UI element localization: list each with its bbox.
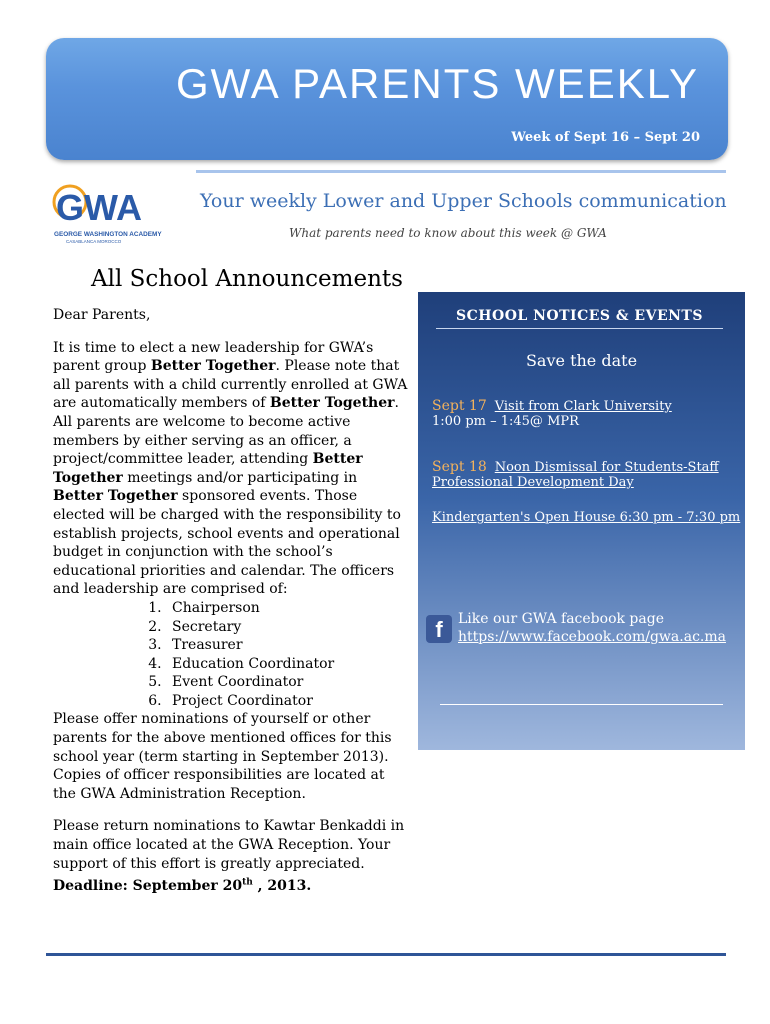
greeting: Dear Parents, [53, 307, 151, 323]
list-item: 3. Treasurer [166, 636, 408, 655]
paragraph-leadership: It is time to elect a new leadership for GWA’s parent group Better Together. Please note that all parents with a child currently enrolled at GWA are automatically members of Better Together. All parents are welcome to become active members by either serving as an officer, a project/committee leader, attending Better Together meetings and/or participating in Better Together sponsored events. Those elected will be charged with the responsibility to establish projects, school events and operational budget in conjunction with the school’s educational priorities and calendar. The officers and leadership are comprised of: [53, 339, 408, 598]
newsletter-title: GWA PARENTS WEEKLY [176, 60, 699, 107]
sidebar-heading: SCHOOL NOTICES & EVENTS [436, 308, 723, 329]
paragraph-nominations: Please offer nominations of yourself or other parents for the above mentioned offices for this school year (term starting in September 2013). Copies of officer responsibilities are located at the GWA Administration Reception. [53, 711, 392, 802]
list-item: 2. Secretary [166, 618, 408, 637]
logo-text: GWA [56, 187, 142, 228]
event-link-clark[interactable]: Visit from Clark University [494, 399, 672, 414]
save-the-date: Save the date [525, 351, 638, 370]
event-date: Sept 18 [432, 459, 487, 475]
list-item: 6. Project Coordinator [166, 692, 408, 711]
section-title: All School Announcements [91, 266, 403, 292]
event-link-noon-dismissal[interactable]: Noon Dismissal for Students-Staff [494, 460, 719, 475]
event-kindergarten [432, 510, 740, 525]
event-link-pd-day[interactable]: Professional Development Day [432, 475, 634, 490]
header-divider [196, 170, 726, 173]
facebook-block [458, 610, 726, 646]
notices-sidebar [418, 292, 745, 750]
logo-location: CASABLANCA MOROCCO [66, 239, 122, 244]
event-date: Sept 17 [432, 398, 487, 414]
facebook-label: Like our GWA facebook page [458, 611, 664, 627]
list-item: 1. Chairperson [166, 599, 408, 618]
footer-divider [46, 953, 726, 956]
subtagline: What parents need to know about this week @ GWA [289, 226, 607, 240]
officer-list [53, 599, 408, 711]
list-item: 4. Education Coordinator [166, 655, 408, 674]
header-banner [46, 38, 728, 160]
logo-org: GEORGE WASHINGTON ACADEMY [54, 231, 162, 238]
list-item: 5. Event Coordinator [166, 673, 408, 692]
event-sept17 [432, 398, 672, 429]
event-link-kindergarten[interactable]: Kindergarten's Open House 6:30 pm - 7:30 pm [432, 510, 741, 525]
deadline: Deadline: September 20th , 2013. [53, 877, 312, 894]
sidebar-divider [440, 704, 723, 705]
announcement-body [53, 306, 408, 895]
week-range: Week of Sept 16 – Sept 20 [511, 130, 700, 145]
event-detail: 1:00 pm – 1:45@ MPR [432, 414, 579, 429]
tagline: Your weekly Lower and Upper Schools communication [200, 190, 727, 212]
gwa-logo [52, 176, 162, 246]
facebook-icon[interactable]: f [426, 615, 452, 643]
paragraph-return: Please return nominations to Kawtar Benkaddi in main office located at the GWA Reception. Your support of this effort is greatly appreciated. Deadline: September 20th , 2013. [53, 818, 405, 894]
facebook-link[interactable]: https://www.facebook.com/gwa.ac.ma [458, 629, 726, 645]
event-sept18 [432, 459, 719, 490]
